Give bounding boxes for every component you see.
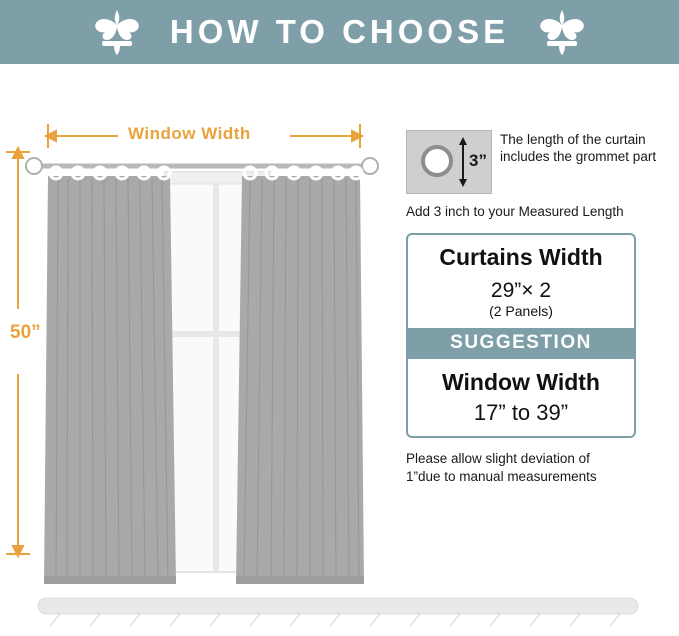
illustration-stage [0,64,679,636]
curtain-panel-left [44,167,176,584]
suggestion-band: SUGGESTION [408,328,634,359]
suggestion-card [406,233,636,438]
floor-strip [0,576,679,636]
curtains-width-sub: (2 Panels) [489,303,553,319]
grommet-dimension-label: 3” [469,151,487,170]
grommet-detail [406,130,668,194]
curtain-window-illustration [0,84,400,624]
page-title: HOW TO CHOOSE [169,13,510,50]
info-column [406,130,668,486]
grommet-ring-icon [421,145,453,177]
window-width-range: 17” to 39” [473,400,569,425]
add-length-note: Add 3 inch to your Measured Length [406,204,624,219]
curtain-panel-right [236,167,364,584]
height-measure [6,148,30,556]
window-width-title: Window Width [442,369,600,395]
grommet-swatch [406,130,492,194]
curtains-width-value: 29”× 2 [490,279,552,302]
grommet-note: The length of the curtain includes the grommet part [500,132,657,164]
curtain-height-label: 50” [10,322,41,343]
header-banner [0,0,679,64]
disclaimer-line-2: 1”due to manual measurements [406,469,597,485]
window-width-label: Window Width [128,124,251,143]
disclaimer-line-1: Please allow slight deviation of [406,451,590,466]
curtains-width-title: Curtains Width [439,244,603,270]
fleur-de-lis-icon [90,8,144,56]
fleur-de-lis-icon [535,8,589,56]
disclaimer [406,450,656,486]
